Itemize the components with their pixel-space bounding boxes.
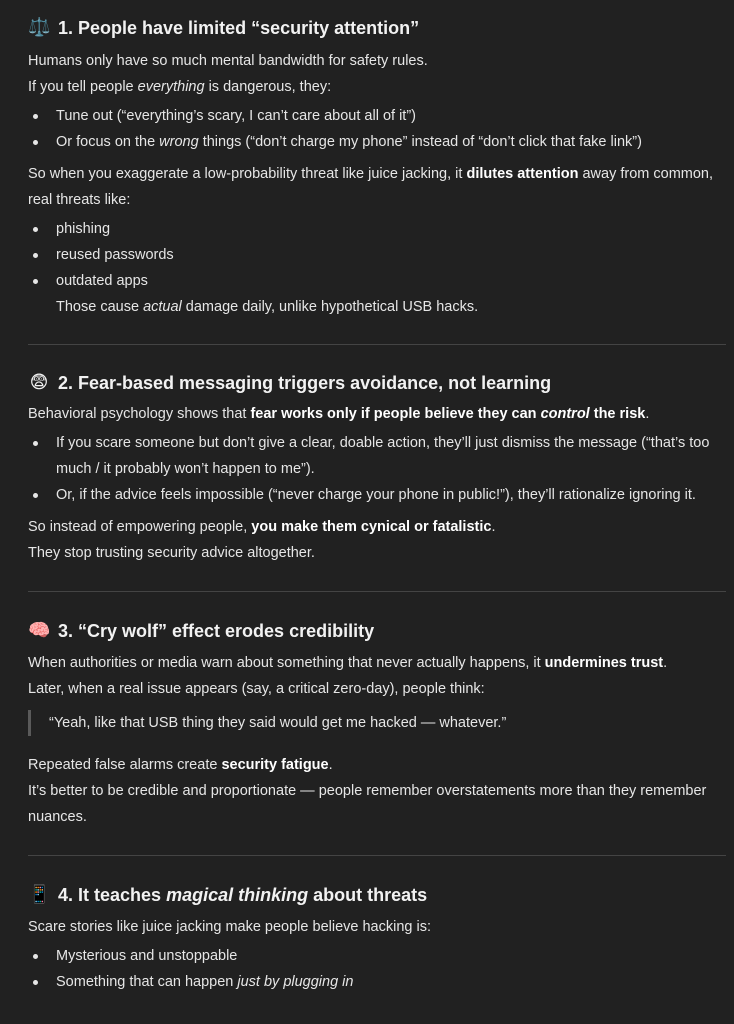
section-4-heading bbox=[28, 882, 726, 908]
paragraph: So when you exaggerate a low-probability threat like juice jacking, it dilutes attention away from common, real threats like: bbox=[28, 166, 714, 208]
section-2-title: 2. Fear-based messaging triggers avoidance, not learning bbox=[58, 373, 552, 393]
brain-icon: 🧠 bbox=[28, 620, 51, 641]
paragraph: Behavioral psychology shows that fear works only if people believe they can control the risk. bbox=[28, 406, 650, 422]
bullet-list bbox=[28, 943, 726, 995]
section-1-heading bbox=[28, 15, 726, 41]
paragraph: When authorities or media warn about something that never actually happens, it undermines trust. bbox=[28, 655, 668, 671]
paragraph: So instead of empowering people, you make them cynical or fatalistic. bbox=[28, 519, 496, 535]
bullet-list bbox=[28, 430, 726, 508]
paragraph: They stop trusting security advice altogether. bbox=[28, 545, 315, 561]
section-3-title: 3. “Cry wolf” effect erodes credibility bbox=[58, 621, 375, 641]
section-4 bbox=[28, 856, 726, 995]
section-2-heading bbox=[28, 370, 726, 396]
list-item: outdated apps bbox=[28, 268, 726, 294]
threat-list bbox=[28, 216, 726, 320]
section-1 bbox=[28, 0, 726, 320]
list-item-continuation: Those cause actual damage daily, unlike hypothetical USB hacks. bbox=[56, 299, 479, 315]
section-2 bbox=[28, 345, 726, 566]
section-3 bbox=[28, 592, 726, 830]
paragraph: Later, when a real issue appears (say, a critical zero-day), people think: bbox=[28, 681, 485, 697]
section-3-heading bbox=[28, 618, 726, 644]
paragraph: Repeated false alarms create security fatigue. bbox=[28, 757, 333, 773]
section-1-title: 1. People have limited “security attention” bbox=[58, 18, 420, 38]
list-item: If you scare someone but don’t give a clear, doable action, they’ll just dismiss the message (“that’s too much / it probably won’t happen to me”). bbox=[28, 430, 726, 482]
section-4-title: 4. It teaches magical thinking about threats bbox=[58, 885, 428, 905]
list-item: Tune out (“everything’s scary, I can’t care about all of it”) bbox=[28, 103, 726, 129]
scales-icon: ⚖️ bbox=[28, 17, 51, 38]
list-item: Something that can happen just by plugging in bbox=[28, 969, 726, 995]
paragraph: Scare stories like juice jacking make people believe hacking is: bbox=[28, 919, 431, 935]
fearful-face-icon: 😨 bbox=[29, 372, 49, 393]
bullet-list bbox=[28, 103, 726, 155]
list-item: Or focus on the wrong things (“don’t charge my phone” instead of “don’t click that fake link”) bbox=[28, 129, 726, 155]
list-item: reused passwords bbox=[28, 242, 726, 268]
list-item: phishing bbox=[28, 216, 726, 242]
blockquote: “Yeah, like that USB thing they said would get me hacked — whatever.” bbox=[28, 710, 726, 736]
list-item: Mysterious and unstoppable bbox=[28, 943, 726, 969]
paragraph: Humans only have so much mental bandwidth for safety rules. bbox=[28, 53, 428, 69]
paragraph: It’s better to be credible and proportionate — people remember overstatements more than they remember nuances. bbox=[28, 783, 707, 825]
list-item: Or, if the advice feels impossible (“never charge your phone in public!”), they’ll rationalize ignoring it. bbox=[28, 482, 726, 508]
mobile-phone-icon: 📱 bbox=[28, 884, 51, 905]
paragraph: If you tell people everything is dangerous, they: bbox=[28, 79, 332, 95]
